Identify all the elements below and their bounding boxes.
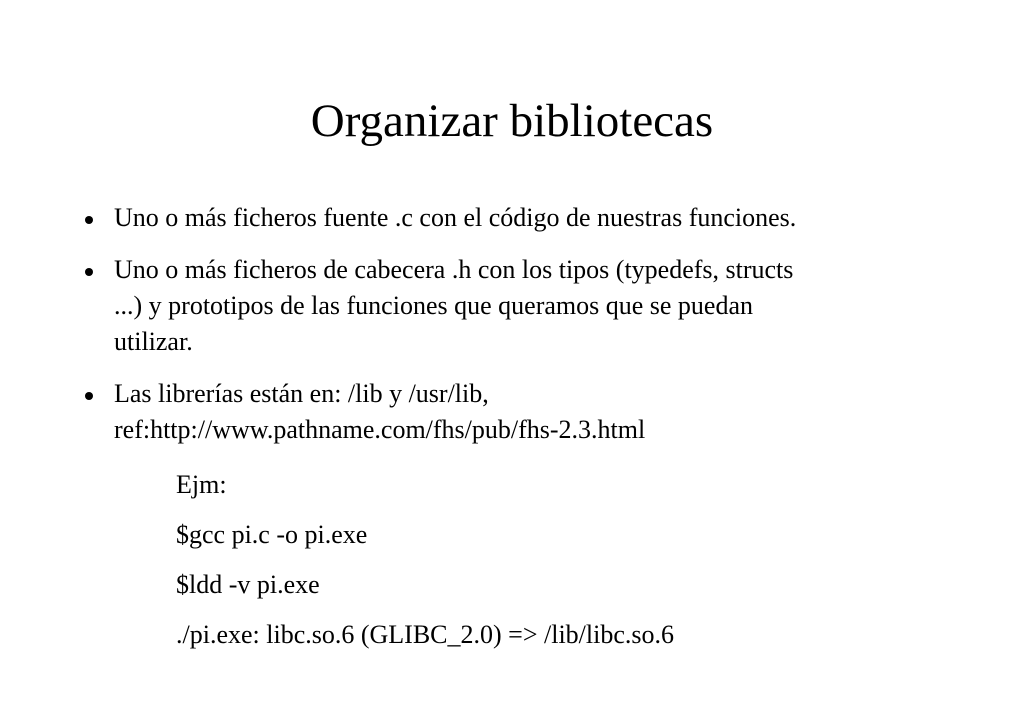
bullet-list (84, 200, 964, 464)
example-command-line: $ldd -v pi.exe (176, 570, 320, 599)
bullet-item (84, 376, 964, 448)
example-output-line: ./pi.exe: libc.so.6 (GLIBC_2.0) => /lib/libc.so.6 (176, 620, 674, 649)
bullet-text-line: Uno o más ficheros fuente .c con el código de nuestras funciones. (114, 203, 797, 232)
bullet-item (84, 200, 964, 236)
bullet-item (84, 252, 964, 360)
example-command-line: $gcc pi.c -o pi.exe (176, 520, 368, 549)
bullet-dot-icon (85, 268, 93, 276)
slide-title: Organizar bibliotecas (310, 95, 714, 147)
bullet-text-line: ...) y prototipos de las funciones que queramos que se puedan (114, 291, 754, 320)
bullet-text-line: ref:http://www.pathname.com/fhs/pub/fhs-2.3.html (114, 415, 646, 444)
bullet-dot-icon (85, 216, 93, 224)
example-label: Ejm: (176, 470, 227, 499)
bullet-text-line: Las librerías están en: /lib y /usr/lib, (114, 379, 489, 408)
bullet-text-line: utilizar. (114, 327, 193, 356)
example-block (176, 467, 976, 667)
bullet-dot-icon (85, 392, 93, 400)
bullet-text-line: Uno o más ficheros de cabecera .h con los tipos (typedefs, structs (114, 255, 794, 284)
